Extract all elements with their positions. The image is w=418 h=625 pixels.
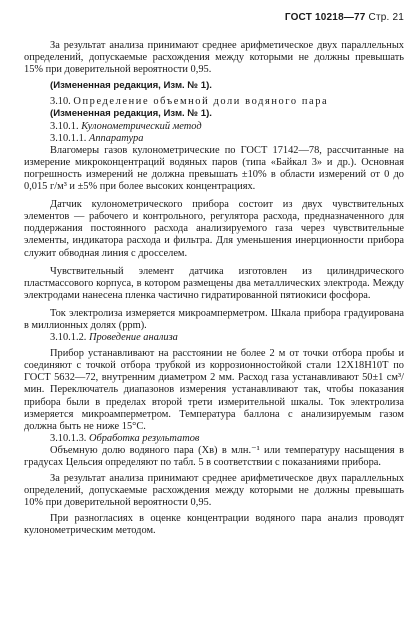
section-title: Определение объемной доли водяного пара <box>73 96 329 108</box>
section-3-10-heading <box>24 96 404 108</box>
edition-note-1: (Измененная редакция, Изм. № 1). <box>50 80 212 92</box>
section-title: Проведение анализа <box>88 332 178 344</box>
section-title: Обработка результатов <box>88 432 200 444</box>
paragraph-sensor: Датчик кулонометрического прибора состоит из двух чувствительных элементов — рабочего и контрольного, регулятора расхода, предназначенного для поддержания постоянного расхода анализируемого газа через чувствительные элементы, индикатора расхода и фильтра. Для уменьшения инерционности прибора служит обводная линия с дросселем. <box>24 199 404 259</box>
document-body <box>24 14 404 538</box>
paragraph-hygrometers: Влагомеры газов кулонометрические по ГОСТ 17142—78, рассчитанные на измерение микроконцентраций водяных паров (типа «Байкал 3» и др.). Основная погрешность измерений не должна превышать ±10% в области измерений от 0 до 0,015 г/м³ и ±5% при более высоких концентрациях. <box>24 144 404 193</box>
paragraph-procedure: Прибор устанавливают на расстоянии не более 2 м от точки отбора пробы и соединяют с точкой отбора трубкой из коррозионностойкой стали 12Х18Н10Т по ГОСТ 5632—72, внутренним диаметром 2 мм. Расход газа устанавливают 50±1 см³/мин. Переключатель диапазонов измерения устанавливают так, чтобы показания прибора были в пределах второй трети измерительной шкалы. Ток электролиза измеряется микроамперметром. Температура баллона с анализируемым газом должна быть не ниже 15°С. <box>24 348 404 432</box>
paragraph-volume-fraction: Объемную долю водяного пара (Xв) в млн.⁻¹ или температуру насыщения в градусах Цельсия определяют по табл. 5 в соответствии с показаниями прибора. <box>24 444 404 468</box>
section-3-10-1-heading <box>24 121 404 133</box>
paragraph-result-1: За результат анализа принимают среднее арифметическое двух параллельных определений, допускаемые расхождения между которыми не должны превышать 15% при доверительной вероятности 0,95. <box>24 40 404 76</box>
paragraph-sensitive-element: Чувствительный элемент датчика изготовлен из цилиндрического пластмассового корпуса, в котором размещены два металлических электрода. Между электродами нанесена пленка частично гидратированной пятиокиси фосфора. <box>24 265 404 301</box>
paragraph-disagreement: При разногласиях в оценке концентрации водяного пара анализ проводят кулонометрическим методом. <box>24 513 404 537</box>
paragraph-result-2: За результат анализа принимают среднее арифметическое двух параллельных определений, допускаемые расхождения между которыми не должны превышать 10% при доверительной вероятности 0,95. <box>24 473 404 509</box>
page-number: Стр. 21 <box>368 12 404 23</box>
edition-note-2: (Измененная редакция, Изм. № 1). <box>50 108 212 120</box>
paragraph-current: Ток электролиза измеряется микроамперметром. Шкала прибора градуирована в миллионных долях (ppm). <box>24 307 404 331</box>
section-number: 3.10.1.1. <box>50 132 87 144</box>
section-number: 3.10. <box>50 96 71 108</box>
section-3-10-1-2-heading <box>24 332 404 344</box>
standard-number: ГОСТ 10218—77 <box>284 12 366 23</box>
section-number: 3.10.1.2. <box>50 332 87 344</box>
section-3-10-1-1-heading <box>24 133 404 145</box>
section-number: 3.10.1. <box>50 120 79 132</box>
section-title: Кулонометрический метод <box>81 120 202 132</box>
section-3-10-1-3-heading <box>24 433 404 445</box>
section-title: Аппаратура <box>88 132 144 144</box>
section-number: 3.10.1.3. <box>50 432 87 444</box>
